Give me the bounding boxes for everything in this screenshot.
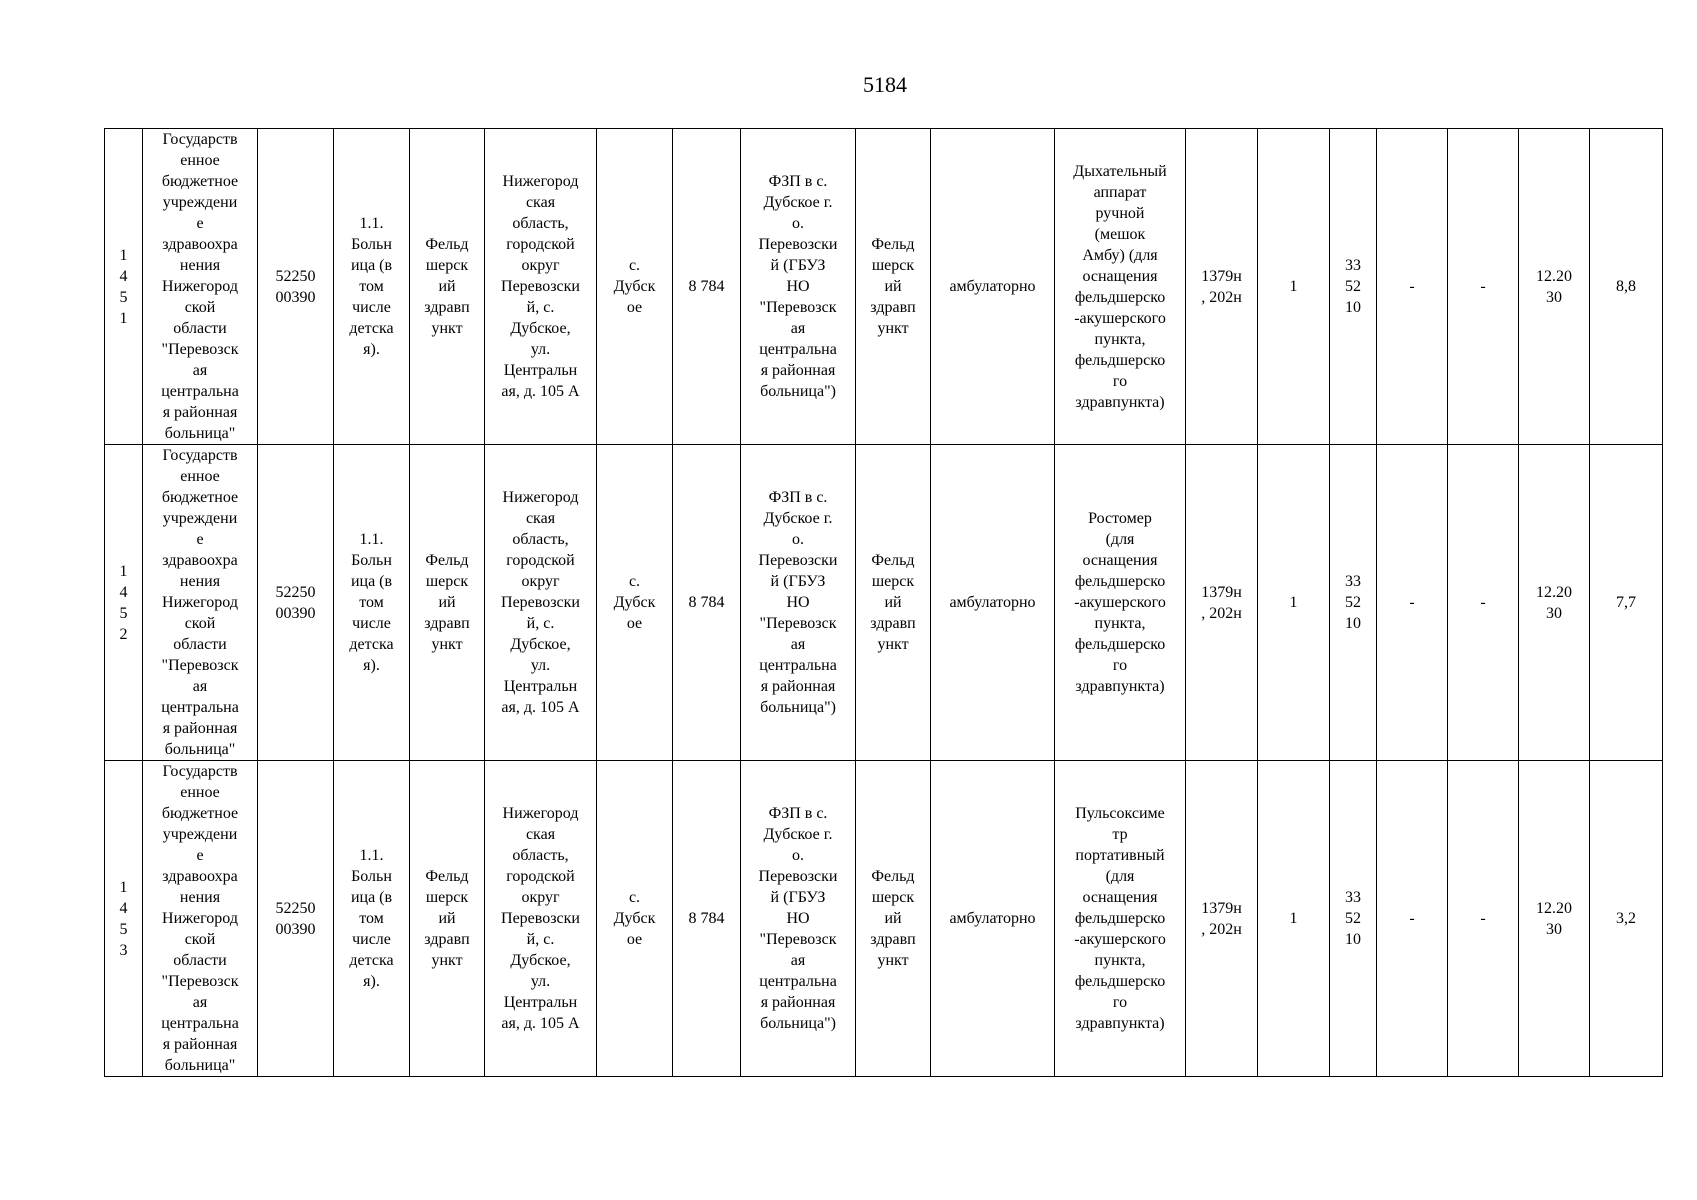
- order-cell: 1379н , 202н: [1186, 445, 1258, 761]
- organization-cell: Государств енное бюджетное учреждени е здравоохра нения Нижегород ской области "Перевозск ая центральна я районная больница": [143, 445, 258, 761]
- address-cell: Нижегород ская область, городской округ Перевозски й, с. Дубское, ул. Центральн ая, д. 105 А: [485, 445, 597, 761]
- org-code-cell: 52250 00390: [258, 129, 334, 445]
- order-cell: 1379н , 202н: [1186, 761, 1258, 1077]
- facility-type-cell: Фельд шерск ий здравп ункт: [856, 761, 931, 1077]
- institution-type-cell: 1.1. Больн ица (в том числе детска я).: [334, 129, 410, 445]
- care-form-cell: амбулаторно: [931, 761, 1055, 1077]
- empty-cell-1: -: [1377, 761, 1448, 1077]
- organization-cell: Государств енное бюджетное учреждени е здравоохра нения Нижегород ской области "Перевозск ая центральна я районная больница": [143, 761, 258, 1077]
- population-cell: 8 784: [673, 445, 741, 761]
- row-number-cell: 1 4 5 3: [105, 761, 143, 1077]
- population-cell: 8 784: [673, 761, 741, 1077]
- page-number: 5184: [863, 72, 907, 97]
- facility-cell: ФЗП в с. Дубское г. о. Перевозски й (ГБУЗ НО "Перевозск ая центральна я районная больница"): [741, 761, 856, 1077]
- table-row: [105, 129, 1663, 445]
- population-cell: 8 784: [673, 129, 741, 445]
- quantity-cell: 1: [1258, 761, 1330, 1077]
- locality-cell: с. Дубск ое: [597, 129, 673, 445]
- unit-type-cell: Фельд шерск ий здравп ункт: [410, 445, 485, 761]
- empty-cell-2: -: [1448, 761, 1519, 1077]
- org-code-cell: 52250 00390: [258, 761, 334, 1077]
- empty-cell-1: -: [1377, 129, 1448, 445]
- okved-code-cell: 12.20 30: [1519, 761, 1590, 1077]
- facility-type-cell: Фельд шерск ий здравп ункт: [856, 445, 931, 761]
- okved-code-cell: 12.20 30: [1519, 445, 1590, 761]
- okved-code-cell: 12.20 30: [1519, 129, 1590, 445]
- unit-type-cell: Фельд шерск ий здравп ункт: [410, 129, 485, 445]
- locality-cell: с. Дубск ое: [597, 445, 673, 761]
- equipment-registry-table: [104, 128, 1663, 1077]
- table-row: [105, 445, 1663, 761]
- equipment-cell: Ростомер (для оснащения фельдшерско -акушерского пункта, фельдшерско го здравпункта): [1055, 445, 1186, 761]
- equipment-cell: Дыхательный аппарат ручной (мешок Амбу) (для оснащения фельдшерско -акушерского пункта, фельдшерско го здравпункта): [1055, 129, 1186, 445]
- okpd-code-cell: 33 52 10: [1330, 445, 1377, 761]
- order-cell: 1379н , 202н: [1186, 129, 1258, 445]
- institution-type-cell: 1.1. Больн ица (в том числе детска я).: [334, 761, 410, 1077]
- locality-cell: с. Дубск ое: [597, 761, 673, 1077]
- facility-cell: ФЗП в с. Дубское г. о. Перевозски й (ГБУЗ НО "Перевозск ая центральна я районная больница"): [741, 129, 856, 445]
- facility-type-cell: Фельд шерск ий здравп ункт: [856, 129, 931, 445]
- empty-cell-2: -: [1448, 445, 1519, 761]
- empty-cell-2: -: [1448, 129, 1519, 445]
- institution-type-cell: 1.1. Больн ица (в том числе детска я).: [334, 445, 410, 761]
- care-form-cell: амбулаторно: [931, 129, 1055, 445]
- row-number-cell: 1 4 5 2: [105, 445, 143, 761]
- unit-type-cell: Фельд шерск ий здравп ункт: [410, 761, 485, 1077]
- value-cell: 3,2: [1590, 761, 1663, 1077]
- care-form-cell: амбулаторно: [931, 445, 1055, 761]
- address-cell: Нижегород ская область, городской округ Перевозски й, с. Дубское, ул. Центральн ая, д. 105 А: [485, 761, 597, 1077]
- org-code-cell: 52250 00390: [258, 445, 334, 761]
- okpd-code-cell: 33 52 10: [1330, 761, 1377, 1077]
- table-row: [105, 761, 1663, 1077]
- equipment-cell: Пульсоксиме тр портативный (для оснащения фельдшерско -акушерского пункта, фельдшерско го здравпункта): [1055, 761, 1186, 1077]
- value-cell: 7,7: [1590, 445, 1663, 761]
- address-cell: Нижегород ская область, городской округ Перевозски й, с. Дубское, ул. Центральн ая, д. 105 А: [485, 129, 597, 445]
- okpd-code-cell: 33 52 10: [1330, 129, 1377, 445]
- quantity-cell: 1: [1258, 445, 1330, 761]
- organization-cell: Государств енное бюджетное учреждени е здравоохра нения Нижегород ской области "Перевозск ая центральна я районная больница": [143, 129, 258, 445]
- value-cell: 8,8: [1590, 129, 1663, 445]
- empty-cell-1: -: [1377, 445, 1448, 761]
- quantity-cell: 1: [1258, 129, 1330, 445]
- row-number-cell: 1 4 5 1: [105, 129, 143, 445]
- facility-cell: ФЗП в с. Дубское г. о. Перевозски й (ГБУЗ НО "Перевозск ая центральна я районная больница"): [741, 445, 856, 761]
